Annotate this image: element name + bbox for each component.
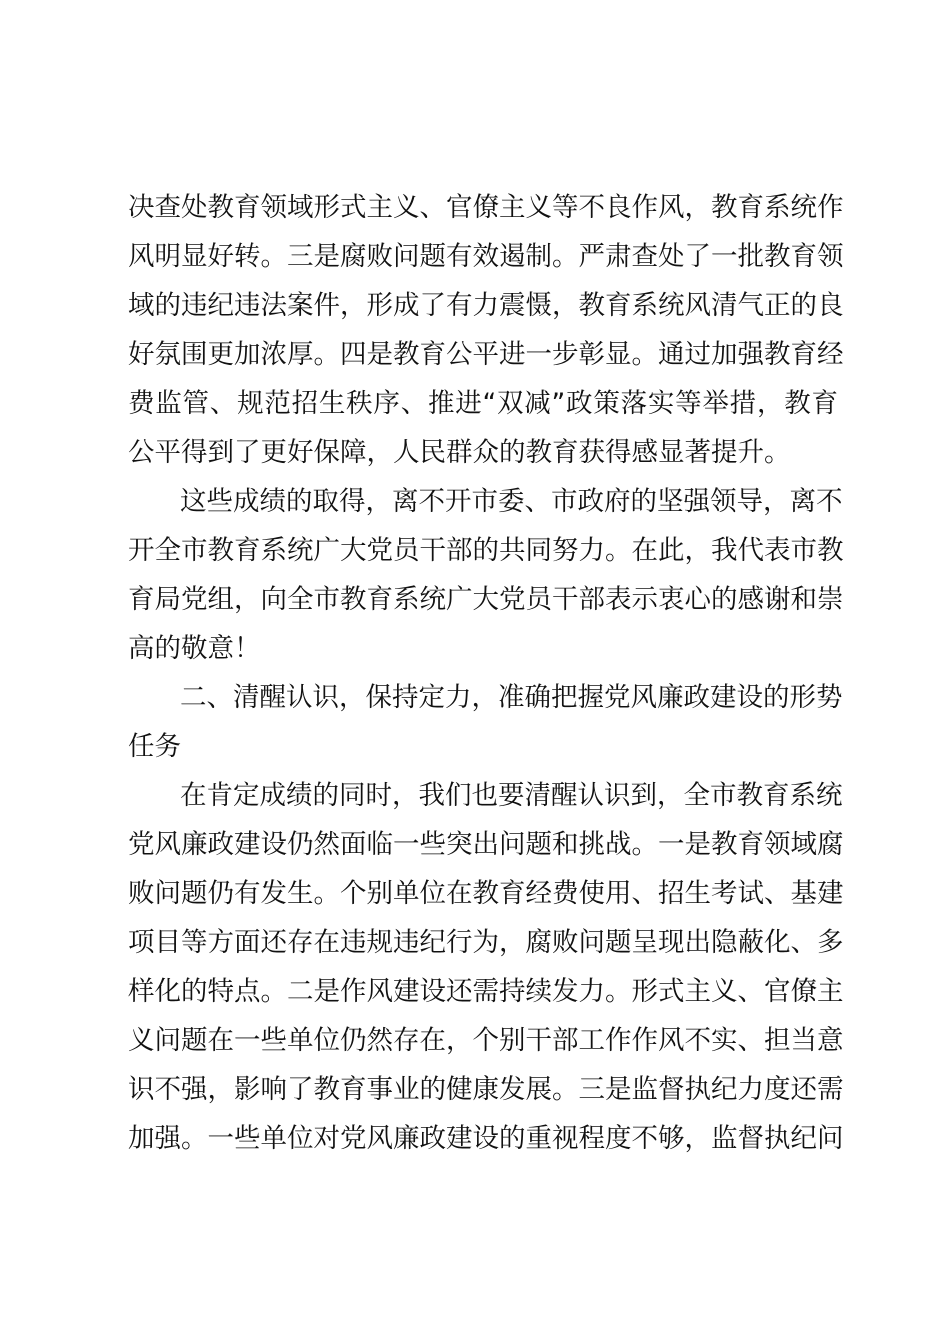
paragraph-first-line: 这些成绩的取得，离不开市委、市政府的坚强领导，离不	[180, 486, 843, 517]
text-line: 风明显好转。三是腐败问题有效遏制。严肃查处了一批教育领	[128, 241, 844, 272]
text-line: 义问题在一些单位仍然存在，个别干部工作作风不实、担当意	[128, 1025, 844, 1056]
text-line: 好氛围更加浓厚。四是教育公平进一步彰显。通过加强教育经	[128, 339, 844, 370]
text-line: 败问题仍有发生。个别单位在教育经费使用、招生考试、基建	[128, 878, 844, 909]
text-line: 加强。一些单位对党风廉政建设的重视程度不够，监督执纪问	[128, 1123, 844, 1154]
text-line: 样化的特点。二是作风建设还需持续发力。形式主义、官僚主	[128, 976, 844, 1007]
text-line: 公平得到了更好保障，人民群众的教育获得感显著提升。	[128, 437, 791, 468]
paragraph-first-line: 在肯定成绩的同时，我们也要清醒认识到，全市教育系统	[180, 780, 843, 811]
text-line: 开全市教育系统广大党员干部的共同努力。在此，我代表市教	[128, 535, 844, 566]
text-line: 高的敬意！	[128, 633, 261, 664]
text-line: 育局党组，向全市教育系统广大党员干部表示衷心的感谢和崇	[128, 584, 844, 615]
text-line: 域的违纪违法案件，形成了有力震慑，教育系统风清气正的良	[128, 290, 844, 321]
text-line: 费监管、规范招生秩序、推进“双减”政策落实等举措，教育	[128, 388, 838, 419]
text-line: 项目等方面还存在违规违纪行为，腐败问题呈现出隐蔽化、多	[128, 927, 844, 958]
text-line: 识不强，影响了教育事业的健康发展。三是监督执纪力度还需	[128, 1074, 844, 1105]
text-line: 决查处教育领域形式主义、官僚主义等不良作风，教育系统作	[128, 192, 844, 223]
section-heading: 二、清醒认识，保持定力，准确把握党风廉政建设的形势	[180, 682, 843, 713]
text-line: 党风廉政建设仍然面临一些突出问题和挑战。一是教育领域腐	[128, 829, 844, 860]
section-heading-continuation: 任务	[128, 731, 181, 762]
